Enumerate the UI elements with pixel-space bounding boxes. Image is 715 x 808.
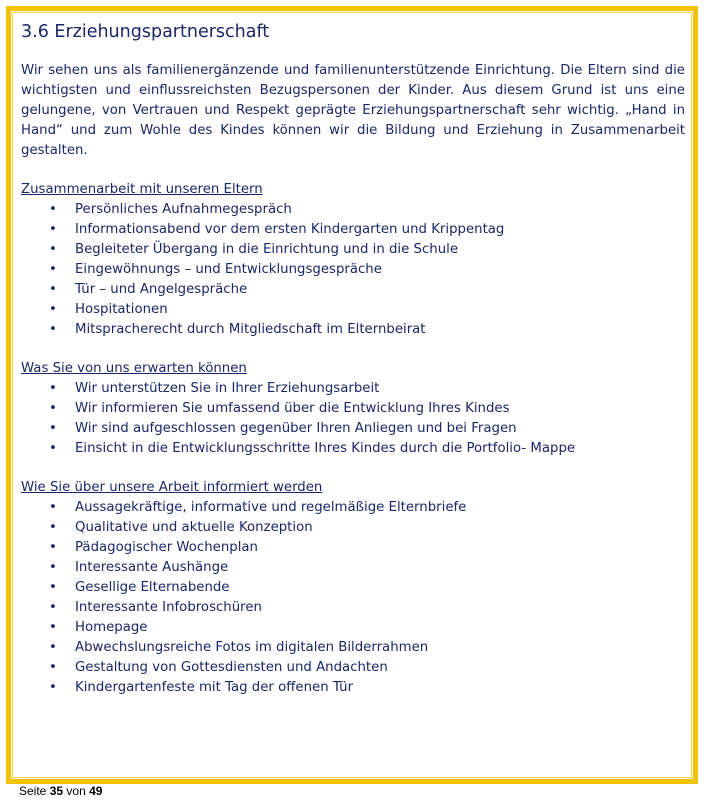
list-item: • Mitspracherecht durch Mitgliedschaft im Elternbeirat [21, 320, 685, 340]
list-item: • Informationsabend vor dem ersten Kindergarten und Krippentag [21, 220, 685, 240]
list-item: • Wir informieren Sie umfassend über die Entwicklung Ihres Kindes [21, 399, 685, 419]
list-item: • Begleiteter Übergang in die Einrichtung und in die Schule [21, 240, 685, 260]
list-item: • Abwechslungsreiche Fotos im digitalen Bilderrahmen [21, 638, 685, 658]
list-item: • Wir unterstützen Sie in Ihrer Erziehungsarbeit [21, 379, 685, 399]
page-footer [19, 784, 102, 798]
section-heading: Was Sie von uns erwarten können [21, 361, 247, 376]
page-frame [6, 6, 698, 784]
list-item: • Homepage [21, 618, 685, 638]
section-information [21, 478, 685, 698]
footer-page-number: 35 [49, 784, 64, 798]
footer-page-total: 49 [89, 784, 103, 798]
page-title: 3.6 Erziehungspartnerschaft [21, 22, 270, 42]
list-item: • Aussagekräftige, informative und regelmäßige Elternbriefe [21, 498, 685, 518]
list-item: • Interessante Aushänge [21, 558, 685, 578]
list-item: • Gestaltung von Gottesdiensten und Andachten [21, 658, 685, 678]
bullet-list [21, 200, 685, 340]
bullet-list [21, 498, 685, 698]
list-item: • Tür – und Angelgespräche [21, 280, 685, 300]
footer-prefix: Seite [19, 784, 47, 798]
intro-paragraph: Wir sehen uns als familienergänzende und familienunterstützende Einrichtung. Die Eltern sind die wichtigsten und einflussreichsten Bezugspersonen der Kinder. Aus diesem Grund ist uns eine gelungene, von Vertrauen und Respekt geprägte Erziehungspartnerschaft sehr wichtig. „Hand in Hand“ und zum Wohle des Kindes können wir die Bildung und Erziehung in Zusammenarbeit gestalten. [21, 63, 685, 158]
list-item: • Qualitative und aktuelle Konzeption [21, 518, 685, 538]
list-item: • Kindergartenfeste mit Tag der offenen Tür [21, 678, 685, 698]
list-item: • Interessante Infobroschüren [21, 598, 685, 618]
footer-separator: von [66, 784, 86, 798]
list-item: • Persönliches Aufnahmegespräch [21, 200, 685, 220]
section-expectations [21, 359, 685, 459]
section-heading: Wie Sie über unsere Arbeit informiert werden [21, 480, 323, 495]
content-area [21, 21, 685, 698]
list-item: • Hospitationen [21, 300, 685, 320]
list-item: • Pädagogischer Wochenplan [21, 538, 685, 558]
bullet-list [21, 379, 685, 459]
list-item: • Einsicht in die Entwicklungsschritte Ihres Kindes durch die Portfolio- Mappe [21, 439, 685, 459]
list-item: • Gesellige Elternabende [21, 578, 685, 598]
list-item: • Wir sind aufgeschlossen gegenüber Ihren Anliegen und bei Fragen [21, 419, 685, 439]
list-item: • Eingewöhnungs – und Entwicklungsgespräche [21, 260, 685, 280]
section-heading: Zusammenarbeit mit unseren Eltern [21, 182, 263, 197]
section-cooperation [21, 180, 685, 340]
